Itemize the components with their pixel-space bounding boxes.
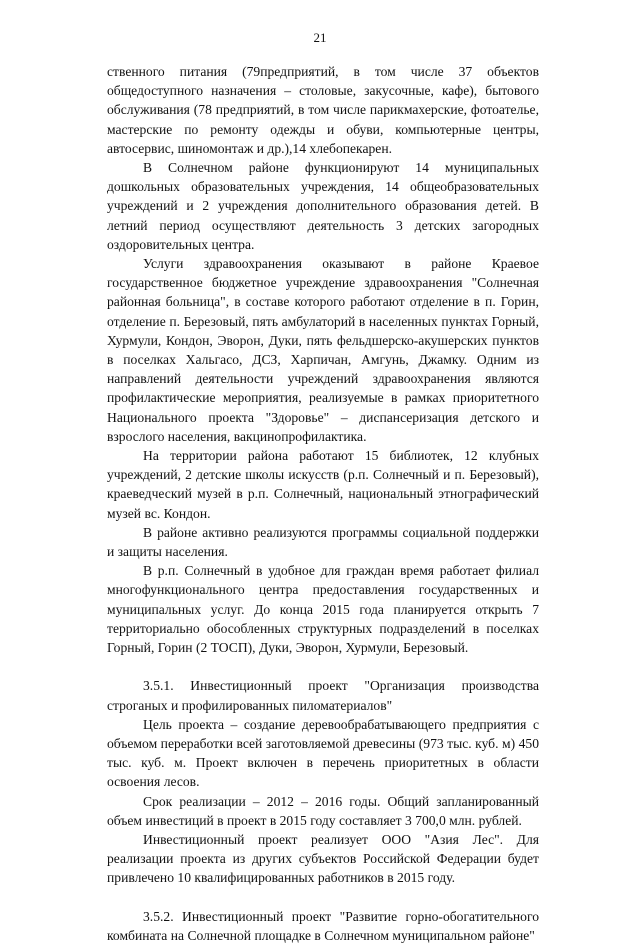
paragraph-education: В Солнечном районе функционируют 14 муниципальных дошкольных образовательных учреждения, 14 общеобразовательных учреждений и 2 учреждения дополнительного образования детей. В летний период осуществляют деятельность 3 детских загородных оздоровительных центра. <box>107 160 539 252</box>
section-spacer <box>107 657 539 676</box>
section-heading-3-5-1: 3.5.1. Инвестиционный проект "Организация производства строганых и профилированных пиломатериалов" <box>107 678 539 713</box>
paragraph-project-goal: Цель проекта – создание деревообрабатывающего предприятия с объемом переработки всей заготовляемой древесины (973 тыс. куб. м) 450 тыс. куб. м. Проект включен в перечень приоритетных в области освоения лесов. <box>107 716 539 790</box>
paragraph-culture: На территории района работают 15 библиотек, 12 клубных учреждений, 2 детские школы искусств (р.п. Солнечный и п. Березовый), краеведческий музей в р.п. Солнечный, национальный этнографический музей вс. Кондон. <box>107 448 539 521</box>
page-body <box>107 62 539 945</box>
paragraph-project-timeline: Срок реализации – 2012 – 2016 годы. Общий запланированный объем инвестиций в проект в 2015 году составляет 3 700,0 млн. рублей. <box>107 793 539 828</box>
paragraph-healthcare: Услуги здравоохранения оказывают в районе Краевое государственное бюджетное учреждение здравоохранения "Солнечная районная больница", в составе которого работают отделение в п. Горин, отделение п. Березовый, пять амбулаторий в населенных пунктах Горный, Хурмули, Кондон, Эворон, Дуки, пять фельдшерско-акушерских пунктов в поселках Хальгасо, ДСЗ, Харпичан, Амгунь, Джамку. Одним из направлений деятельности учреждений здравоохранения являются профилактические мероприятия, реализуемые в рамках приоритетного Национального проекта "Здоровье" – диспансеризация детского и взрослого населения, вакцинопрофилактика. <box>107 256 539 444</box>
section-heading-3-5-2: 3.5.2. Инвестиционный проект "Развитие горно-обогатительного комбината на Солнечной площадке в Солнечном муниципальном районе" <box>107 908 539 943</box>
page-number: 21 <box>313 30 327 45</box>
section-spacer <box>107 888 539 907</box>
paragraph-social-support: В районе активно реализуются программы социальной поддержки и защиты населения. <box>107 524 539 560</box>
paragraph-mfc: В р.п. Солнечный в удобное для граждан время работает филиал многофункционального центра предоставления государственных и муниципальных услуг. До конца 2015 года планируется открыть 7 территориально обособленных структурных подразделений в поселках Горный, Горин (2 ТОСП), Дуки, Эворон, Хурмули, Березовый. <box>107 563 539 656</box>
paragraph-trade-continuation: ственного питания (79предприятий, в том числе 37 объектов общедоступного назначения – столовые, закусочные, кафе), бытового обслуживания (78 предприятий, в том числе парикмахерские, фотоателье, мастерские по ремонту одежды и обуви, компьютерные центры, автосервис, шиномонтаж и др.),14 хлебопекарен. <box>107 64 539 156</box>
paragraph-project-implementer: Инвестиционный проект реализует ООО "Азия Лес". Для реализации проекта из других субъектов Российской Федерации будет привлечено 10 квалифицированных работников в 2015 году. <box>107 831 539 886</box>
